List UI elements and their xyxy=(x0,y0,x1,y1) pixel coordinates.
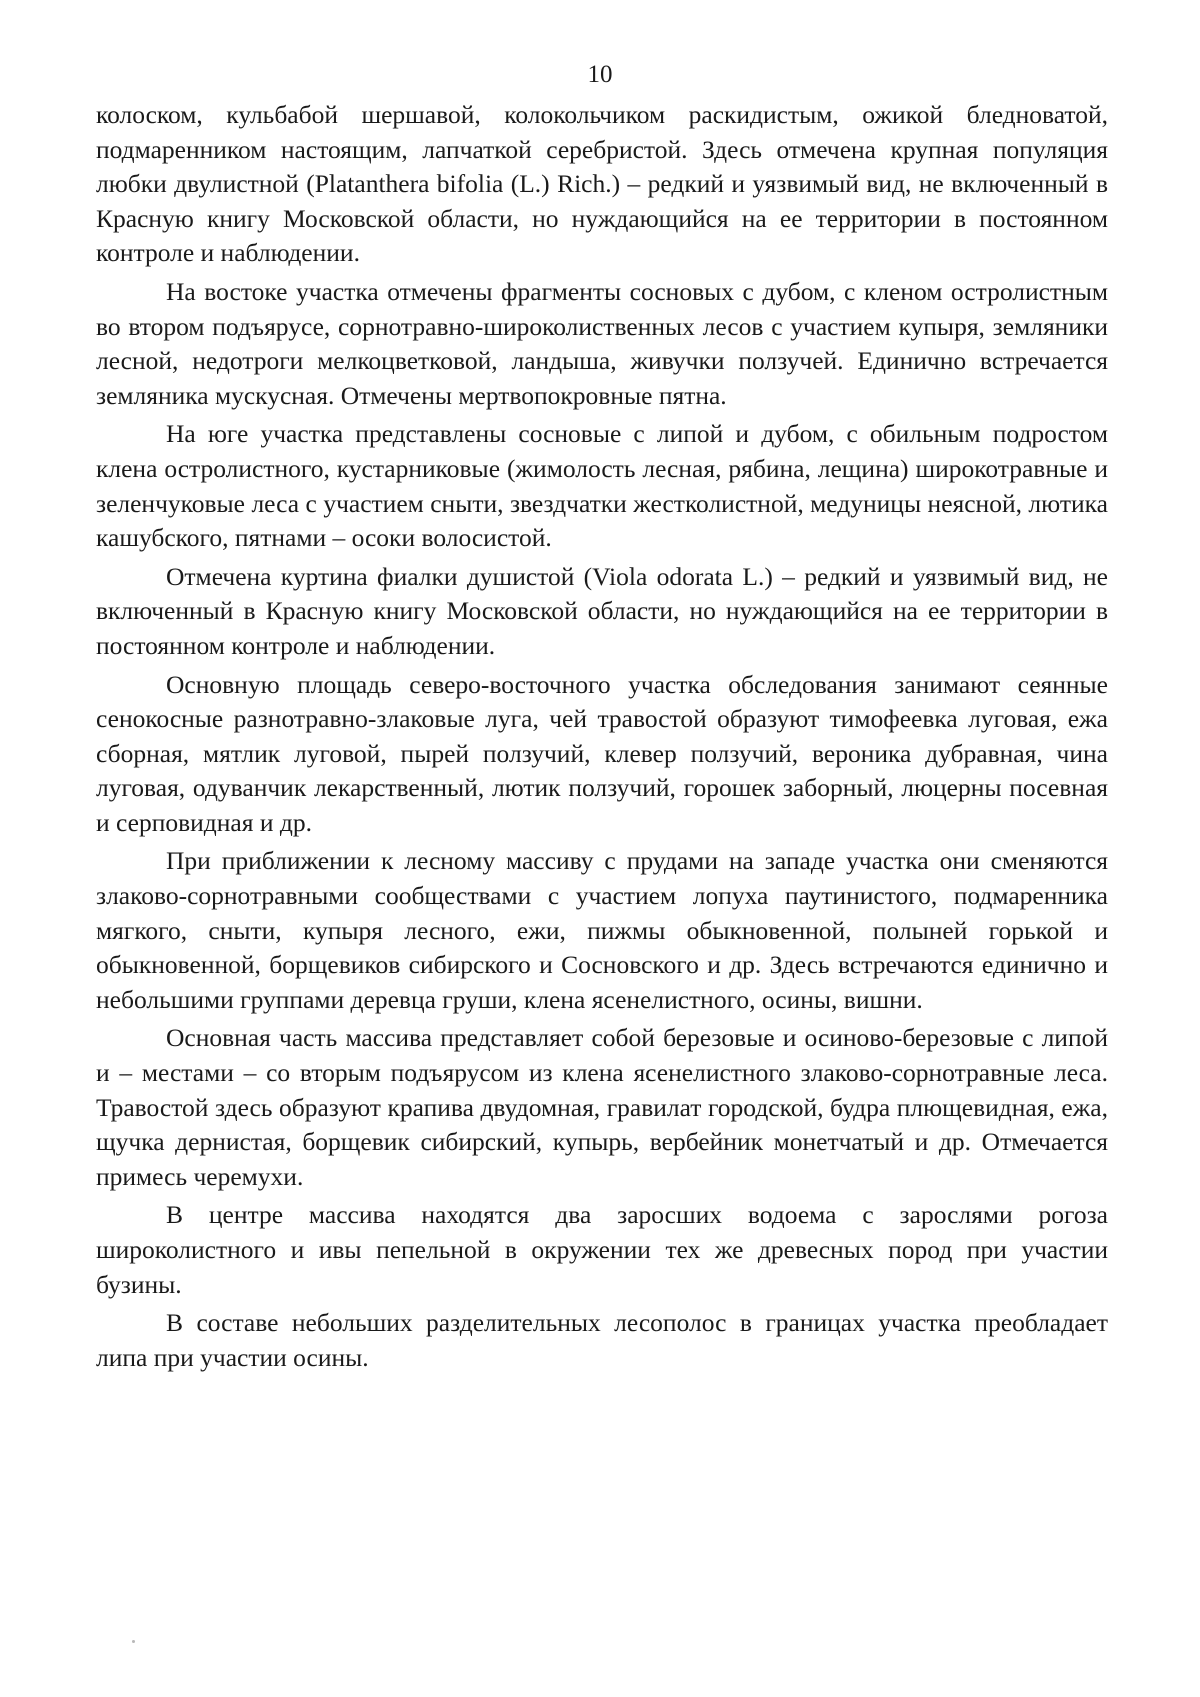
paragraph-east-forest: На востоке участка отмечены фрагменты сосновых с дубом, с кленом остролистным во втором подъярусе, сорнотравно-широколиственных лесов с участием купыря, земляники лесной, недотроги мелкоцветковой, ландыша, живучки ползучей. Единично встречается земляника мускусная. Отмечены мертвопокровные пятна. xyxy=(96,276,1108,410)
paragraph-continued: колоском, кульбабой шершавой, колокольчиком раскидистым, ожикой бледноватой, подмаренником настоящим, лапчаткой серебристой. Здесь отмечена крупная популяция любки двулистной (Platanthera bifolia (L.) Rich.) – редкий и уязвимый вид, не включенный в Красную книгу Московской области, но нуждающийся на ее территории в постоянном контроле и наблюдении. xyxy=(96,100,1108,268)
scan-speck xyxy=(132,1640,135,1643)
page-number: 10 xyxy=(587,61,613,88)
paragraph-south-forest: На юге участка представлены сосновые с липой и дубом, с обильным подростом клена остролистного, кустарниковые (жимолость лесная, рябина, лещина) широкотравные и зеленчуковые леса с участием сныти, звездчатки жестколистной, медуницы неясной, лютика кашубского, пятнами – осоки волосистой. xyxy=(96,419,1108,553)
body-text xyxy=(96,98,1108,1379)
paragraph-water-bodies: В центре массива находятся два заросших водоема с зарослями рогоза широколистного и ивы пепельной в окружении тех же древесных пород при участии бузины. xyxy=(96,1200,1108,1299)
paragraph-shelterbelts: В составе небольших разделительных лесополос в границах участка преобладает липа при участии осины. xyxy=(96,1308,1108,1372)
paragraph-west-ponds: При приближении к лесному массиву с прудами на западе участка они сменяются злаково-сорнотравными сообществами с участием лопуха паутинистого, подмаренника мягкого, сныти, купыря лесного, ежи, пижмы обыкновенной, полыней горькой и обыкновенной, борщевиков сибирского и Сосновского и др. Здесь встречаются единично и небольшими группами деревца груши, клена ясенелистного, осины, вишни. xyxy=(96,846,1108,1014)
paragraph-viola-odorata: Отмечена куртина фиалки душистой (Viola odorata L.) – редкий и уязвимый вид, не включенный в Красную книгу Московской области, но нуждающийся на ее территории в постоянном контроле и наблюдении. xyxy=(96,561,1108,660)
paragraph-northeast-meadows: Основную площадь северо-восточного участка обследования занимают сеянные сенокосные разнотравно-злаковые луга, чей травостой образуют тимофеевка луговая, ежа сборная, мятлик луговой, пырей ползучий, клевер ползучий, вероника дубравная, чина луговая, одуванчик лекарственный, лютик ползучий, горошек заборный, люцерны посевная и серповидная и др. xyxy=(96,669,1108,837)
paragraph-main-forest: Основная часть массива представляет собой березовые и осиново-березовые с липой и – местами – со вторым подъярусом из клена ясенелистного злаково-сорнотравные леса. Травостой здесь образуют крапива двудомная, гравилат городской, будра плющевидная, ежа, щучка дернистая, борщевик сибирский, купырь, вербейник монетчатый и др. Отмечается примесь черемухи. xyxy=(96,1023,1108,1191)
